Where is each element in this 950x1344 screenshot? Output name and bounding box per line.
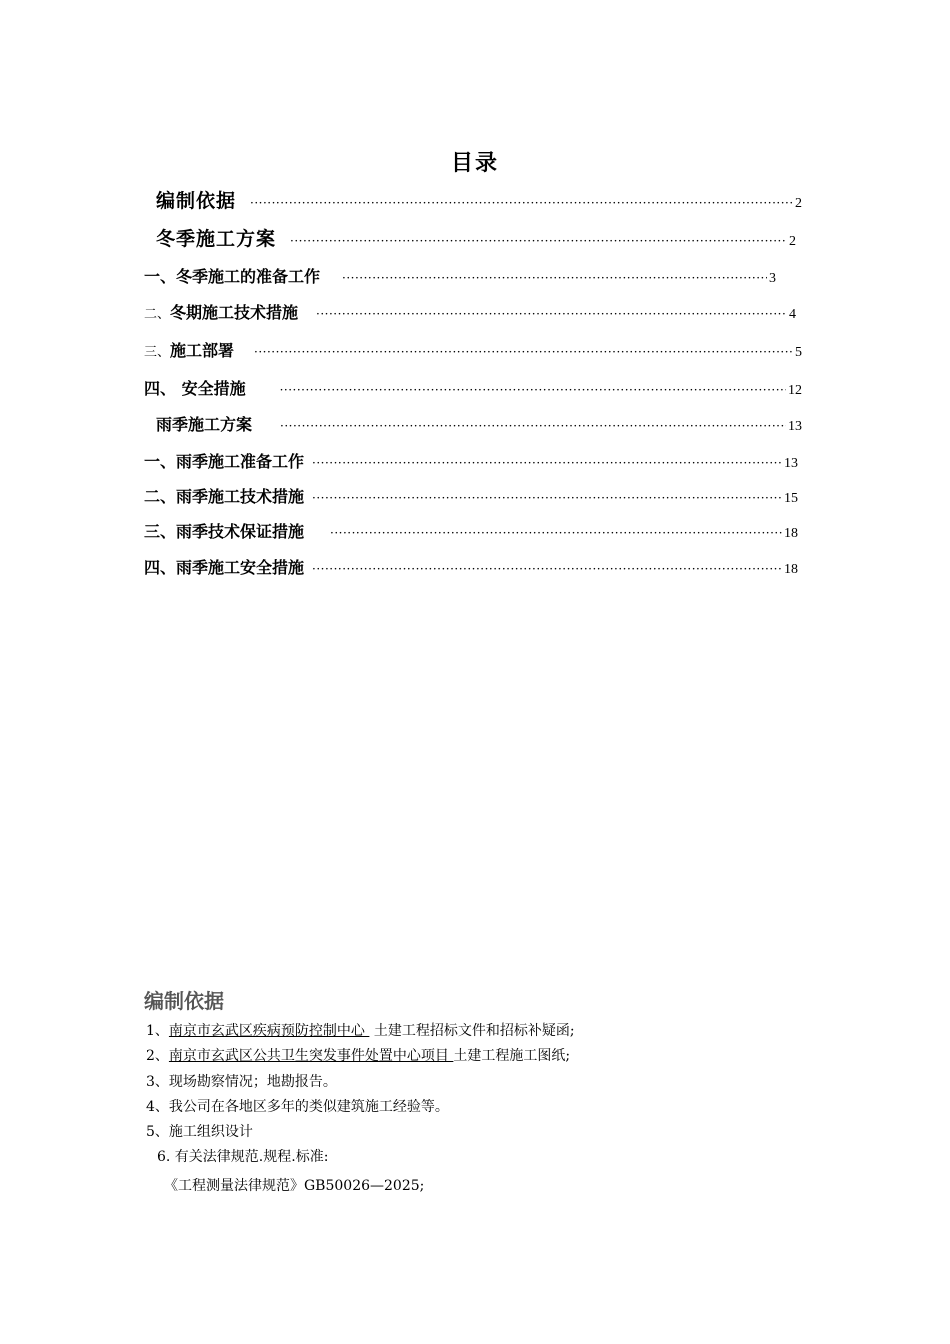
toc-entry-label: 四、雨季施工安全措施 [144, 558, 305, 577]
toc-leader-dots [280, 383, 786, 397]
basis-item-text: 《工程测量法律规范》GB50026—2025; [164, 1178, 425, 1194]
basis-item-number: 5、 [146, 1124, 169, 1140]
basis-item-number: 1、 [146, 1023, 169, 1039]
toc-entry[interactable] [144, 338, 802, 361]
toc-entry-label: 编制依据 [156, 190, 237, 212]
basis-item-text: 现场勘察情况；地勘报告。 [168, 1074, 337, 1090]
toc-entry-prefix: 二、 [144, 307, 171, 322]
toc-entry-label: 一、冬季施工的准备工作 [144, 267, 321, 286]
basis-item-underlined: 南京市玄武区公共卫生突发事件处置中心项目 [168, 1048, 454, 1064]
toc-entry[interactable] [156, 224, 796, 251]
toc-leader-dots [250, 196, 793, 210]
basis-item-text: 有关法律规范.规程.标准: [170, 1149, 329, 1165]
toc-leader-dots [312, 456, 782, 470]
toc-entry-page: 3 [769, 271, 776, 286]
basis-item [146, 1071, 337, 1091]
basis-item-number: 3、 [146, 1074, 169, 1090]
toc-entry-label: 二、雨季施工技术措施 [144, 487, 305, 506]
toc-leader-dots [312, 491, 782, 505]
basis-item-text: 我公司在各地区多年的类似建筑施工经验等。 [168, 1099, 449, 1115]
toc-entry[interactable] [144, 484, 798, 507]
toc-entry[interactable] [144, 300, 796, 323]
toc-title: 目录 [450, 151, 499, 176]
toc-entry-page: 18 [784, 562, 798, 577]
toc-entry-page: 15 [784, 491, 798, 506]
toc-entry-label: 冬季施工方案 [156, 228, 277, 250]
toc-entry-label: 冬期施工技术措施 [170, 303, 299, 322]
toc-entry-page: 18 [784, 526, 798, 541]
basis-item-underlined: 南京市玄武区疾病预防控制中心 [168, 1023, 370, 1039]
toc-entry-page: 12 [788, 383, 802, 398]
toc-leader-dots [312, 562, 782, 576]
toc-leader-dots [330, 526, 782, 540]
toc-entry-page: 2 [789, 234, 796, 249]
toc-entry-label: 四、 安全措施 [144, 379, 246, 398]
basis-item-number: 4、 [146, 1099, 169, 1115]
basis-item-text: 土建工程招标文件和招标补疑函; [369, 1023, 575, 1039]
basis-item-text: 土建工程施工图纸; [453, 1048, 571, 1064]
toc-entry-label: 一、雨季施工准备工作 [144, 452, 305, 471]
toc-entry[interactable] [144, 555, 798, 578]
basis-item-text: 施工组织设计 [168, 1124, 253, 1140]
toc-entry[interactable] [144, 264, 776, 287]
basis-item [146, 1045, 570, 1065]
toc-entry-label: 三、雨季技术保证措施 [144, 522, 305, 541]
toc-entry-label: 施工部署 [170, 341, 235, 360]
basis-item-number: 6. [157, 1149, 171, 1165]
toc-entry-page: 2 [795, 196, 802, 211]
basis-item [146, 1096, 449, 1116]
toc-entry[interactable] [144, 449, 798, 472]
toc-leader-dots [316, 307, 787, 321]
toc-entry-page: 4 [789, 307, 796, 322]
toc-leader-dots [280, 419, 786, 433]
toc-leader-dots [342, 271, 767, 285]
basis-item [157, 1146, 328, 1166]
basis-item [146, 1020, 575, 1040]
basis-item [164, 1175, 424, 1195]
toc-entry-page: 5 [795, 345, 802, 360]
toc-entry-prefix: 三、 [144, 345, 171, 360]
toc-entry-page: 13 [784, 456, 798, 471]
toc-entry[interactable] [144, 519, 798, 542]
toc-leader-dots [254, 345, 793, 359]
toc-entry-label: 雨季施工方案 [156, 415, 253, 434]
toc-entry-page: 13 [788, 419, 802, 434]
toc-entry[interactable] [156, 412, 802, 435]
toc-leader-dots [290, 234, 787, 248]
basis-item [146, 1121, 253, 1141]
basis-item-number: 2、 [146, 1048, 169, 1064]
toc-entry[interactable] [156, 186, 802, 213]
toc-entry[interactable] [144, 376, 802, 399]
section-heading: 编制依据 [144, 989, 224, 1013]
